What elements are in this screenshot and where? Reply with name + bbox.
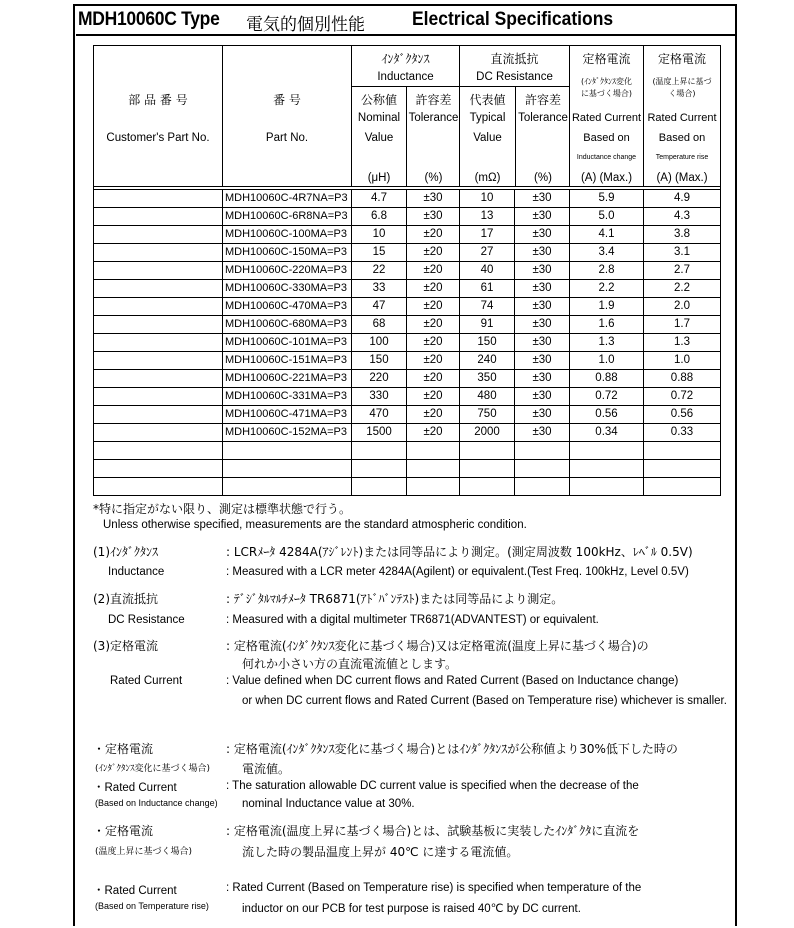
def2-text-en2: inductor on our PCB for test purpose is raised 40℃ by DC current.: [242, 903, 581, 915]
tolerance-cell: ±20: [407, 298, 460, 316]
dcr-tolerance-cell: [515, 478, 570, 496]
note-standard-en: Unless otherwise specified, measurements are the standard atmospheric condition.: [103, 519, 527, 531]
nominal-cell: 6.8: [352, 208, 407, 226]
part-no-cell: MDH10060C-471MA=P3: [223, 406, 352, 424]
typical-cell: 40: [460, 262, 515, 280]
rated-temperature-cell: 4.9: [644, 190, 721, 208]
part-no-cell: [223, 442, 352, 460]
table-row: [94, 352, 721, 370]
customer-part-cell: [94, 478, 223, 496]
dcr-tolerance-cell: ±30: [515, 262, 570, 280]
rated-temperature-cell: 0.88: [644, 370, 721, 388]
rated-temperature-cell: 3.8: [644, 226, 721, 244]
note3-text-en1: : Value defined when DC current flows and Rated Current (Based on Inductance change): [226, 675, 679, 687]
typical-cell: 13: [460, 208, 515, 226]
dcr-tolerance-cell: ±30: [515, 280, 570, 298]
tolerance-cell: [407, 442, 460, 460]
rated-inductance-cell: 1.9: [570, 298, 644, 316]
part-no-cell: MDH10060C-220MA=P3: [223, 262, 352, 280]
rated-inductance-cell: [570, 442, 644, 460]
customer-part-cell: [94, 280, 223, 298]
typical-cell: [460, 460, 515, 478]
dcr-tolerance-cell: ±30: [515, 208, 570, 226]
tolerance-cell: ±20: [407, 226, 460, 244]
header-part-no: 番 号 Part No.: [223, 46, 352, 187]
customer-part-cell: [94, 226, 223, 244]
rated-inductance-cell: 1.3: [570, 334, 644, 352]
rated-inductance-cell: 1.6: [570, 316, 644, 334]
nominal-cell: 1500: [352, 424, 407, 442]
rated-inductance-cell: 1.0: [570, 352, 644, 370]
dcr-tolerance-cell: ±30: [515, 298, 570, 316]
dcr-tolerance-cell: ±30: [515, 316, 570, 334]
typical-cell: [460, 478, 515, 496]
table-row: [94, 424, 721, 442]
note3-text-en2: or when DC current flows and Rated Current (Based on Temperature rise) whichever is smaller.: [242, 695, 727, 707]
dcr-tolerance-cell: ±30: [515, 334, 570, 352]
part-no-cell: MDH10060C-331MA=P3: [223, 388, 352, 406]
typical-cell: 150: [460, 334, 515, 352]
dcr-tolerance-cell: ±30: [515, 388, 570, 406]
typical-cell: 2000: [460, 424, 515, 442]
typical-cell: 61: [460, 280, 515, 298]
def1-text-en2: nominal Inductance value at 30%.: [242, 798, 415, 810]
note1-text-en: : Measured with a LCR meter 4284A(Agilent) or equivalent.(Test Freq. 100kHz, Level 0.5V): [226, 566, 689, 578]
nominal-cell: 10: [352, 226, 407, 244]
nominal-cell: 47: [352, 298, 407, 316]
part-no-cell: MDH10060C-221MA=P3: [223, 370, 352, 388]
note2-text-en: : Measured with a digital multimeter TR6871(ADVANTEST) or equivalent.: [226, 614, 599, 626]
rated-inductance-cell: 0.34: [570, 424, 644, 442]
rated-temperature-cell: 4.3: [644, 208, 721, 226]
rated-temperature-cell: [644, 442, 721, 460]
part-no-cell: MDH10060C-680MA=P3: [223, 316, 352, 334]
tolerance-cell: ±30: [407, 208, 460, 226]
rated-temperature-cell: 1.7: [644, 316, 721, 334]
table-row: [94, 334, 721, 352]
tolerance-cell: [407, 478, 460, 496]
def2-sub-jp: (温度上昇に基づく場合): [95, 847, 193, 857]
dcr-tolerance-cell: ±30: [515, 424, 570, 442]
nominal-cell: 22: [352, 262, 407, 280]
rated-temperature-cell: [644, 460, 721, 478]
tolerance-cell: ±30: [407, 190, 460, 208]
customer-part-cell: [94, 424, 223, 442]
table-row: [94, 442, 721, 460]
nominal-cell: 330: [352, 388, 407, 406]
table-row: [94, 370, 721, 388]
tolerance-cell: ±20: [407, 406, 460, 424]
table-row: [94, 208, 721, 226]
customer-part-cell: [94, 370, 223, 388]
table-header: [94, 46, 721, 190]
rated-temperature-cell: 0.33: [644, 424, 721, 442]
note-standard-jp: *特に指定がない限り、測定は標準状態で行う。: [93, 502, 352, 516]
header-rated-current-temperature: 定格電流 (温度上昇に基づ く場合) Rated Current Based on Temperature rise (A) (Max.): [644, 46, 721, 187]
table-row: [94, 406, 721, 424]
def1-sub-en: (Based on Inductance change): [95, 798, 218, 808]
part-no-cell: [223, 460, 352, 478]
nominal-cell: 68: [352, 316, 407, 334]
nominal-cell: [352, 442, 407, 460]
part-no-cell: MDH10060C-152MA=P3: [223, 424, 352, 442]
typical-cell: 750: [460, 406, 515, 424]
header-rated-current-inductance: 定格電流 (ｲﾝﾀﾞｸﾀﾝｽ変化 に基づく場合) Rated Current Based on Inductance change (A) (Max.): [570, 46, 644, 187]
def1-sub-jp: (ｲﾝﾀﾞｸﾀﾝｽ変化に基づく場合): [95, 764, 211, 774]
tolerance-cell: ±20: [407, 316, 460, 334]
dcr-tolerance-cell: ±30: [515, 190, 570, 208]
part-no-cell: MDH10060C-4R7NA=P3: [223, 190, 352, 208]
dcr-tolerance-cell: ±30: [515, 370, 570, 388]
dcr-tolerance-cell: ±30: [515, 244, 570, 262]
tolerance-cell: ±20: [407, 370, 460, 388]
customer-part-cell: [94, 298, 223, 316]
part-no-cell: MDH10060C-6R8NA=P3: [223, 208, 352, 226]
rated-inductance-cell: 4.1: [570, 226, 644, 244]
tolerance-cell: ±20: [407, 424, 460, 442]
nominal-cell: 15: [352, 244, 407, 262]
dcr-tolerance-cell: [515, 442, 570, 460]
rated-temperature-cell: 1.3: [644, 334, 721, 352]
def1-text-en1: : The saturation allowable DC current value is specified when the decrease of the: [226, 780, 639, 792]
customer-part-cell: [94, 334, 223, 352]
typical-cell: 17: [460, 226, 515, 244]
typical-cell: 350: [460, 370, 515, 388]
customer-part-cell: [94, 262, 223, 280]
table-row: [94, 316, 721, 334]
rated-inductance-cell: [570, 478, 644, 496]
table-row: [94, 460, 721, 478]
dcr-tolerance-cell: ±30: [515, 406, 570, 424]
note3-label-jp: (3)定格電流: [93, 639, 158, 653]
def2-text-en1: : Rated Current (Based on Temperature rise) is specified when temperature of the: [226, 882, 642, 894]
table-row: [94, 262, 721, 280]
part-no-cell: [223, 478, 352, 496]
customer-part-cell: [94, 442, 223, 460]
rated-inductance-cell: 3.4: [570, 244, 644, 262]
def2-text-jp2: 流した時の製品温度上昇が 40℃ に達する電流値。: [242, 845, 519, 859]
dcr-tolerance-cell: ±30: [515, 226, 570, 244]
rated-temperature-cell: 3.1: [644, 244, 721, 262]
rated-inductance-cell: 0.56: [570, 406, 644, 424]
def2-label-jp: ・定格電流: [93, 824, 154, 838]
spec-table: [93, 45, 721, 496]
typical-cell: 10: [460, 190, 515, 208]
dcr-tolerance-cell: ±30: [515, 352, 570, 370]
header-dc-resistance: 直流抵抗 DC Resistance 代表値 Typical Value (mΩ) 許容差 Tolerance (%): [460, 46, 570, 187]
typical-cell: 74: [460, 298, 515, 316]
note3-label-en: Rated Current: [110, 675, 183, 687]
tolerance-cell: ±20: [407, 334, 460, 352]
jp-title: 電気的個別性能: [246, 15, 365, 35]
title-bar: [76, 6, 736, 36]
customer-part-cell: [94, 406, 223, 424]
rated-inductance-cell: 5.0: [570, 208, 644, 226]
typical-cell: [460, 442, 515, 460]
typical-cell: 480: [460, 388, 515, 406]
def2-label-en: ・Rated Current: [93, 885, 177, 897]
rated-inductance-cell: 2.8: [570, 262, 644, 280]
def1-text-jp2: 電流値。: [242, 762, 291, 776]
table-row: [94, 226, 721, 244]
part-no-cell: MDH10060C-470MA=P3: [223, 298, 352, 316]
table-row: [94, 478, 721, 496]
table-body: [94, 190, 721, 496]
part-no-cell: MDH10060C-330MA=P3: [223, 280, 352, 298]
customer-part-cell: [94, 190, 223, 208]
customer-part-cell: [94, 316, 223, 334]
part-no-cell: MDH10060C-101MA=P3: [223, 334, 352, 352]
table-row: [94, 280, 721, 298]
dcr-tolerance-cell: [515, 460, 570, 478]
nominal-cell: [352, 478, 407, 496]
customer-part-cell: [94, 388, 223, 406]
nominal-cell: 33: [352, 280, 407, 298]
nominal-cell: 4.7: [352, 190, 407, 208]
rated-temperature-cell: 2.7: [644, 262, 721, 280]
table-row: [94, 298, 721, 316]
nominal-cell: 100: [352, 334, 407, 352]
table-row: [94, 388, 721, 406]
note1-label-en: Inductance: [108, 566, 165, 578]
rated-temperature-cell: 1.0: [644, 352, 721, 370]
tolerance-cell: ±20: [407, 244, 460, 262]
part-no-cell: MDH10060C-100MA=P3: [223, 226, 352, 244]
note2-label-en: DC Resistance: [108, 614, 185, 626]
customer-part-cell: [94, 244, 223, 262]
typical-cell: 91: [460, 316, 515, 334]
nominal-cell: [352, 460, 407, 478]
note2-text-jp: : ﾃﾞｼﾞﾀﾙﾏﾙﾁﾒｰﾀ TR6871(ｱﾄﾞﾊﾞﾝﾃｽﾄ)または同等品により測定。: [226, 592, 564, 606]
rated-temperature-cell: 2.0: [644, 298, 721, 316]
tolerance-cell: ±20: [407, 262, 460, 280]
nominal-cell: 470: [352, 406, 407, 424]
def1-text-jp1: : 定格電流(ｲﾝﾀﾞｸﾀﾝｽ変化に基づく場合)とはｲﾝﾀﾞｸﾀﾝｽが公称値より30%低下した時の: [226, 742, 678, 756]
part-no-cell: MDH10060C-151MA=P3: [223, 352, 352, 370]
part-no-cell: MDH10060C-150MA=P3: [223, 244, 352, 262]
tolerance-cell: ±20: [407, 352, 460, 370]
note1-text-jp: : LCRﾒｰﾀ 4284A(ｱｼﾞﾚﾝﾄ)または同等品により測定。(測定周波数 100kHz、ﾚﾍﾞﾙ 0.5V): [226, 545, 693, 559]
type-title: MDH10060C Type: [78, 9, 220, 30]
nominal-cell: 220: [352, 370, 407, 388]
nominal-cell: 150: [352, 352, 407, 370]
typical-cell: 240: [460, 352, 515, 370]
note1-label-jp: (1)ｲﾝﾀﾞｸﾀﾝｽ: [93, 545, 158, 559]
rated-temperature-cell: [644, 478, 721, 496]
rated-inductance-cell: 0.88: [570, 370, 644, 388]
note3-text-jp1: : 定格電流(ｲﾝﾀﾞｸﾀﾝｽ変化に基づく場合)又は定格電流(温度上昇に基づく場合)の: [226, 639, 649, 653]
header-customer-part: 部 品 番 号 Customer's Part No.: [94, 46, 223, 187]
table-row: [94, 244, 721, 262]
rated-inductance-cell: [570, 460, 644, 478]
rated-temperature-cell: 0.72: [644, 388, 721, 406]
tolerance-cell: [407, 460, 460, 478]
rated-inductance-cell: 5.9: [570, 190, 644, 208]
rated-inductance-cell: 0.72: [570, 388, 644, 406]
tolerance-cell: ±20: [407, 280, 460, 298]
rated-temperature-cell: 2.2: [644, 280, 721, 298]
def1-label-jp: ・定格電流: [93, 742, 154, 756]
rated-temperature-cell: 0.56: [644, 406, 721, 424]
def2-sub-en: (Based on Temperature rise): [95, 901, 209, 911]
note2-label-jp: (2)直流抵抗: [93, 592, 158, 606]
header-inductance: ｲﾝﾀﾞｸﾀﾝｽ Inductance 公称値 Nominal Value (μH) 許容差 Tolerance (%): [352, 46, 460, 187]
note3-text-jp2: 何れか小さい方の直流電流値とします。: [242, 657, 458, 671]
def2-text-jp1: : 定格電流(温度上昇に基づく場合)とは、試験基板に実装したｲﾝﾀﾞｸﾀに直流を: [226, 824, 640, 838]
customer-part-cell: [94, 208, 223, 226]
def1-label-en: ・Rated Current: [93, 782, 177, 794]
customer-part-cell: [94, 460, 223, 478]
en-title: Electrical Specifications: [412, 9, 614, 30]
table-row: [94, 190, 721, 208]
tolerance-cell: ±20: [407, 388, 460, 406]
rated-inductance-cell: 2.2: [570, 280, 644, 298]
customer-part-cell: [94, 352, 223, 370]
typical-cell: 27: [460, 244, 515, 262]
